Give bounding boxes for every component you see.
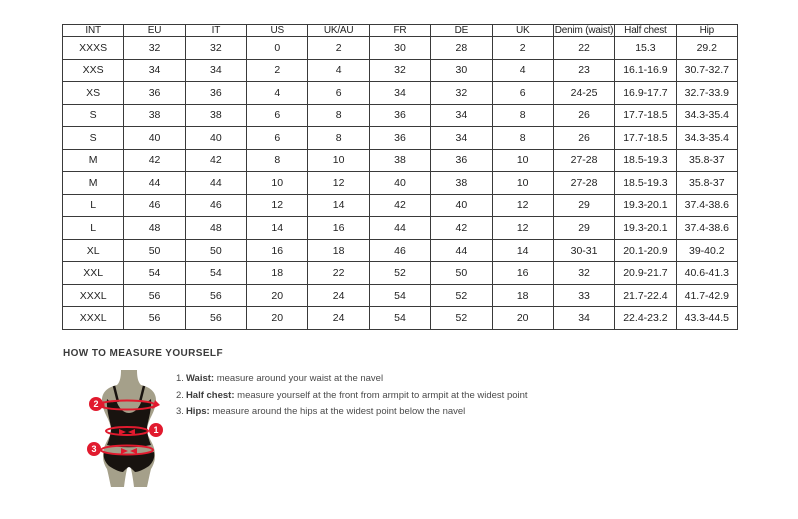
size-cell: XXXS <box>63 37 124 60</box>
measure-step-text: measure around the hips at the widest point below the navel <box>209 406 466 417</box>
size-cell: 44 <box>369 217 430 240</box>
size-cell: 12 <box>492 194 553 217</box>
size-cell: 22 <box>553 37 614 60</box>
table-row <box>63 284 738 307</box>
size-cell: 18 <box>247 262 308 285</box>
column-header-half-chest: Half chest <box>615 25 676 37</box>
size-cell: 14 <box>308 194 369 217</box>
size-cell: M <box>63 172 124 195</box>
size-cell: 34 <box>185 59 246 82</box>
size-cell: 40 <box>431 194 492 217</box>
size-cell: 12 <box>308 172 369 195</box>
size-cell: 42 <box>369 194 430 217</box>
table-row <box>63 262 738 285</box>
size-cell: 2 <box>247 59 308 82</box>
measure-step-label: Hips: <box>185 406 210 417</box>
size-cell: 40 <box>185 127 246 150</box>
size-cell: 16 <box>492 262 553 285</box>
hip-callout-number: 3 <box>91 444 97 455</box>
size-cell: 30 <box>369 37 430 60</box>
size-cell: 2 <box>492 37 553 60</box>
table-row <box>63 59 738 82</box>
column-header-eu: EU <box>124 25 185 37</box>
size-cell: S <box>63 104 124 127</box>
size-cell: 18 <box>492 284 553 307</box>
size-cell: 4 <box>308 59 369 82</box>
size-cell: 38 <box>185 104 246 127</box>
column-header-hip: Hip <box>676 25 737 37</box>
column-header-fr: FR <box>369 25 430 37</box>
size-cell: 54 <box>185 262 246 285</box>
size-cell: 46 <box>185 194 246 217</box>
size-cell: 21.7-22.4 <box>615 284 676 307</box>
column-header-it: IT <box>185 25 246 37</box>
size-cell: 56 <box>185 284 246 307</box>
size-cell: 4 <box>247 82 308 105</box>
size-cell: 46 <box>124 194 185 217</box>
size-cell: 32 <box>124 37 185 60</box>
size-cell: 24 <box>308 307 369 330</box>
size-cell: 19.3-20.1 <box>615 194 676 217</box>
size-cell: 56 <box>185 307 246 330</box>
size-cell: 36 <box>185 82 246 105</box>
size-cell: 52 <box>431 307 492 330</box>
size-cell: 30-31 <box>553 239 614 262</box>
size-cell: 32 <box>369 59 430 82</box>
size-cell: 10 <box>247 172 308 195</box>
size-cell: XXXL <box>63 307 124 330</box>
size-cell: 12 <box>247 194 308 217</box>
table-header-row <box>63 25 738 37</box>
size-cell: 46 <box>369 239 430 262</box>
size-chart-table <box>62 24 738 330</box>
size-cell: 40 <box>124 127 185 150</box>
size-cell: 8 <box>492 104 553 127</box>
size-cell: 16 <box>308 217 369 240</box>
size-cell: 29.2 <box>676 37 737 60</box>
size-cell: 37.4-38.6 <box>676 217 737 240</box>
size-cell: 17.7-18.5 <box>615 127 676 150</box>
size-cell: 32.7-33.9 <box>676 82 737 105</box>
column-header-uk-au: UK/AU <box>308 25 369 37</box>
size-cell: 34 <box>431 104 492 127</box>
size-cell: 22 <box>308 262 369 285</box>
size-cell: XXS <box>63 59 124 82</box>
size-cell: 36 <box>124 82 185 105</box>
size-table-body <box>63 37 738 330</box>
size-cell: 4 <box>492 59 553 82</box>
size-cell: 10 <box>492 172 553 195</box>
column-header-de: DE <box>431 25 492 37</box>
size-cell: 40.6-41.3 <box>676 262 737 285</box>
size-cell: 34.3-35.4 <box>676 127 737 150</box>
size-cell: 26 <box>553 127 614 150</box>
size-cell: 23 <box>553 59 614 82</box>
size-cell: 48 <box>124 217 185 240</box>
table-row <box>63 217 738 240</box>
size-cell: 8 <box>247 149 308 172</box>
size-cell: 14 <box>492 239 553 262</box>
column-header-uk: UK <box>492 25 553 37</box>
size-cell: 34 <box>553 307 614 330</box>
size-cell: 39-40.2 <box>676 239 737 262</box>
measurement-figure <box>77 369 181 491</box>
column-header-us: US <box>247 25 308 37</box>
size-cell: 54 <box>369 284 430 307</box>
size-cell: 16.9-17.7 <box>615 82 676 105</box>
size-cell: 27-28 <box>553 149 614 172</box>
measure-step <box>176 406 528 417</box>
size-cell: M <box>63 149 124 172</box>
size-cell: 15.3 <box>615 37 676 60</box>
size-cell: 54 <box>369 307 430 330</box>
size-cell: 33 <box>553 284 614 307</box>
size-cell: 10 <box>492 149 553 172</box>
size-cell: 56 <box>124 284 185 307</box>
size-cell: 52 <box>431 284 492 307</box>
size-cell: 37.4-38.6 <box>676 194 737 217</box>
size-cell: 27-28 <box>553 172 614 195</box>
measure-step-number: 3. <box>176 406 184 417</box>
size-cell: S <box>63 127 124 150</box>
size-cell: 28 <box>431 37 492 60</box>
size-cell: 14 <box>247 217 308 240</box>
size-cell: 29 <box>553 217 614 240</box>
size-cell: 20.9-21.7 <box>615 262 676 285</box>
size-cell: 42 <box>185 149 246 172</box>
size-cell: 36 <box>431 149 492 172</box>
measure-step-text: measure around your waist at the navel <box>214 373 384 384</box>
size-cell: 20 <box>247 284 308 307</box>
size-cell: 10 <box>308 149 369 172</box>
size-cell: 20 <box>492 307 553 330</box>
size-cell: 36 <box>369 127 430 150</box>
size-cell: 8 <box>492 127 553 150</box>
measure-step-label: Half chest: <box>185 389 235 401</box>
mannequin-illustration <box>77 369 181 491</box>
size-cell: 32 <box>185 37 246 60</box>
size-cell: 6 <box>247 127 308 150</box>
size-cell: 35.8-37 <box>676 149 737 172</box>
size-cell: 18 <box>308 239 369 262</box>
size-cell: 43.3-44.5 <box>676 307 737 330</box>
measure-step-text: measure yourself at the front from armpit to armpit at the widest point <box>234 389 528 401</box>
table-row <box>63 194 738 217</box>
size-cell: 26 <box>553 104 614 127</box>
size-cell: 30.7-32.7 <box>676 59 737 82</box>
size-cell: 22.4-23.2 <box>615 307 676 330</box>
size-cell: 34 <box>124 59 185 82</box>
measure-step-number: 2. <box>176 389 184 401</box>
measure-step-number: 1. <box>176 373 184 384</box>
size-cell: 44 <box>185 172 246 195</box>
size-cell: 30 <box>431 59 492 82</box>
size-cell: 29 <box>553 194 614 217</box>
waist-callout-number: 1 <box>153 425 159 436</box>
size-cell: 50 <box>185 239 246 262</box>
size-cell: XXL <box>63 262 124 285</box>
size-cell: 44 <box>124 172 185 195</box>
size-cell: 8 <box>308 127 369 150</box>
size-cell: 50 <box>124 239 185 262</box>
column-header-denim-waist-: Denim (waist) <box>554 25 614 36</box>
size-cell: 35.8-37 <box>676 172 737 195</box>
size-cell: 2 <box>308 37 369 60</box>
size-cell: 38 <box>431 172 492 195</box>
size-cell: XL <box>63 239 124 262</box>
size-cell: 42 <box>124 149 185 172</box>
size-cell: 24 <box>308 284 369 307</box>
size-cell: 17.7-18.5 <box>615 104 676 127</box>
section-title: HOW TO MEASURE YOURSELF <box>63 348 223 359</box>
size-cell: 19.3-20.1 <box>615 217 676 240</box>
size-cell: 8 <box>308 104 369 127</box>
size-cell: 24-25 <box>553 82 614 105</box>
size-cell: 56 <box>124 307 185 330</box>
size-cell: 34 <box>369 82 430 105</box>
size-cell: 16 <box>247 239 308 262</box>
size-cell: 48 <box>185 217 246 240</box>
chest-callout-number: 2 <box>93 399 99 410</box>
size-cell: 32 <box>553 262 614 285</box>
table-row <box>63 82 738 105</box>
table-row <box>63 307 738 330</box>
table-row <box>63 149 738 172</box>
size-cell: 6 <box>308 82 369 105</box>
table-row <box>63 37 738 60</box>
size-cell: 20 <box>247 307 308 330</box>
size-cell: 40 <box>369 172 430 195</box>
measure-instructions <box>176 373 528 423</box>
size-cell: 12 <box>492 217 553 240</box>
size-cell: 44 <box>431 239 492 262</box>
table-row <box>63 239 738 262</box>
table-row <box>63 104 738 127</box>
size-cell: 54 <box>124 262 185 285</box>
size-cell: 38 <box>369 149 430 172</box>
size-cell: 6 <box>247 104 308 127</box>
measure-step <box>176 390 528 401</box>
size-cell: 34.3-35.4 <box>676 104 737 127</box>
column-header-int: INT <box>63 25 124 37</box>
size-cell: 36 <box>369 104 430 127</box>
size-cell: 6 <box>492 82 553 105</box>
size-cell: 42 <box>431 217 492 240</box>
size-cell: XS <box>63 82 124 105</box>
size-cell: 18.5-19.3 <box>615 149 676 172</box>
size-cell: 34 <box>431 127 492 150</box>
size-cell: 16.1-16.9 <box>615 59 676 82</box>
size-cell: 18.5-19.3 <box>615 172 676 195</box>
measure-step-label: Waist: <box>185 373 215 384</box>
size-cell: 0 <box>247 37 308 60</box>
size-cell: L <box>63 217 124 240</box>
size-cell: 32 <box>431 82 492 105</box>
size-cell: 38 <box>124 104 185 127</box>
size-cell: 50 <box>431 262 492 285</box>
size-cell: L <box>63 194 124 217</box>
measure-step <box>176 373 528 384</box>
table-row <box>63 172 738 195</box>
size-cell: 52 <box>369 262 430 285</box>
size-cell: 20.1-20.9 <box>615 239 676 262</box>
size-cell: XXXL <box>63 284 124 307</box>
size-cell: 41.7-42.9 <box>676 284 737 307</box>
table-row <box>63 127 738 150</box>
